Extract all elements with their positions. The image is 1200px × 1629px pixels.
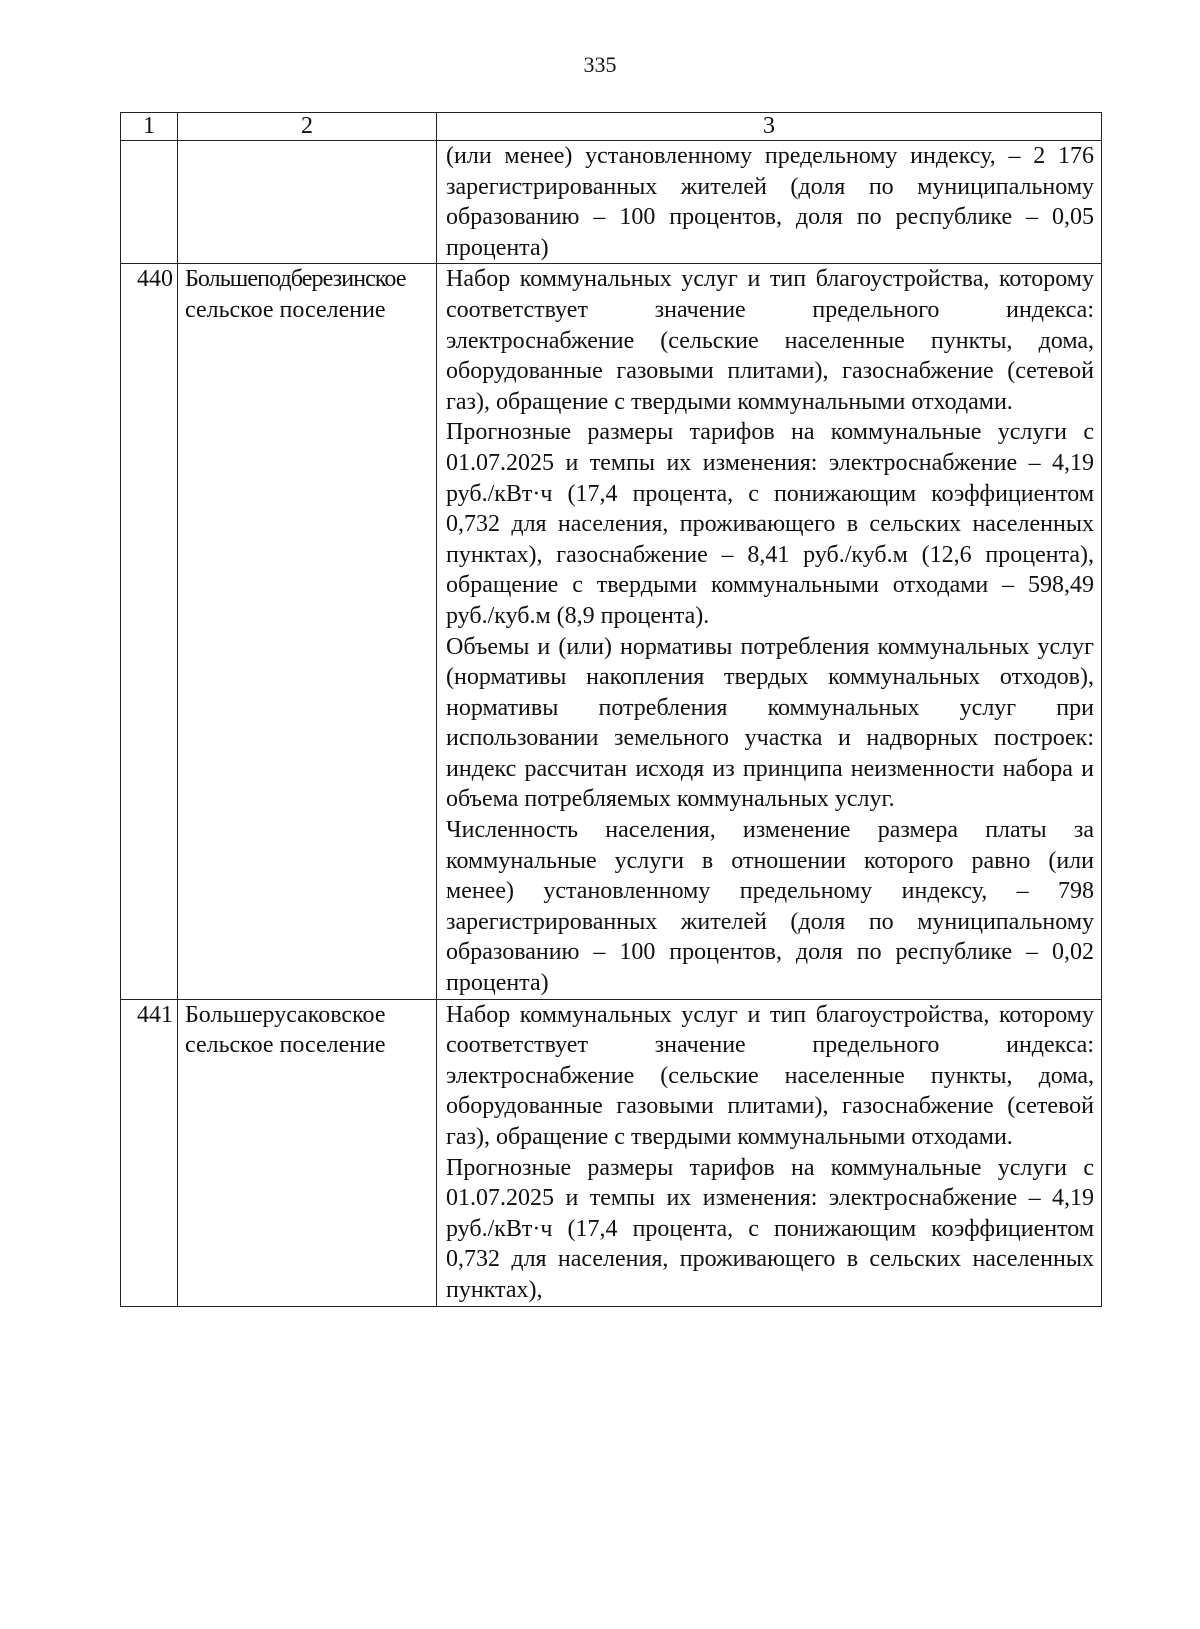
table-row [121, 999, 1102, 1306]
settlement-name-line: сельское поселение [185, 1032, 386, 1059]
paragraph: (или менее) установленному предельному индексу, – 2 176 зарегистрированных жителей (доля по муниципальному образованию – 100 процентов, доля по республике – 0,05 процента) [446, 143, 1094, 261]
row-number-cell [121, 141, 178, 264]
settlement-name-cell [178, 264, 437, 999]
settlement-name-cell [178, 999, 437, 1306]
settlement-name-cell [178, 141, 437, 264]
paragraph: Набор коммунальных услуг и тип благоустройства, которому соответствует значение предельного индекса: электроснабжение (сельские населенные пункты, дома, оборудованные газовыми плитами), газоснабжение (сетевой газ), обращение с твердыми коммунальными отходами. [446, 266, 1094, 415]
paragraph: Набор коммунальных услуг и тип благоустройства, которому соответствует значение предельного индекса: электроснабжение (сельские населенные пункты, дома, оборудованные газовыми плитами), газоснабжение (сетевой газ), обращение с твердыми коммунальными отходами. [446, 1001, 1094, 1150]
paragraph: Численность населения, изменение размера платы за коммунальные услуги в отношении которого равно (или менее) установленному предельному индексу, – 798 зарегистрированных жителей (доля по муниципальному образованию – 100 процентов, доля по республике – 0,02 процента) [446, 817, 1094, 997]
settlement-name-line: Большерусаковское [185, 1001, 386, 1028]
table-row [121, 141, 1102, 264]
settlement-name-line: сельское поселение [185, 296, 386, 323]
column-header-1: 1 [121, 113, 178, 141]
data-table [120, 112, 1102, 1307]
description-cell [437, 141, 1102, 264]
column-header-3: 3 [437, 113, 1102, 141]
column-header-2: 2 [178, 113, 437, 141]
row-number-cell: 440 [121, 264, 178, 999]
description-cell [437, 999, 1102, 1306]
description-cell [437, 264, 1102, 999]
row-number-cell: 441 [121, 999, 178, 1306]
page-number: 335 [583, 52, 617, 77]
paragraph: Прогнозные размеры тарифов на коммунальные услуги с 01.07.2025 и темпы их изменения: электроснабжение – 4,19 руб./кВт·ч (17,4 процента, с понижающим коэффициентом 0,732 для населения, проживающего в сельских населенных пунктах), [446, 1154, 1094, 1303]
settlement-name-line: Большеподберезинское [185, 266, 406, 293]
table-row [121, 264, 1102, 999]
paragraph: Прогнозные размеры тарифов на коммунальные услуги с 01.07.2025 и темпы их изменения: электроснабжение – 4,19 руб./кВт·ч (17,4 процента, с понижающим коэффициентом 0,732 для населения, проживающего в сельских населенных пунктах), газоснабжение – 8,41 руб./куб.м (12,6 процента), обращение с твердыми коммунальными отходами – 598,49 руб./куб.м (8,9 процента). [446, 419, 1094, 629]
paragraph: Объемы и (или) нормативы потребления коммунальных услуг (нормативы накопления твердых коммунальных отходов), нормативы потребления коммунальных услуг при использовании земельного участка и надворных построек: индекс рассчитан исходя из принципа неизменности набора и объема потребляемых коммунальных услуг. [446, 633, 1094, 813]
table-header-row [121, 113, 1102, 141]
